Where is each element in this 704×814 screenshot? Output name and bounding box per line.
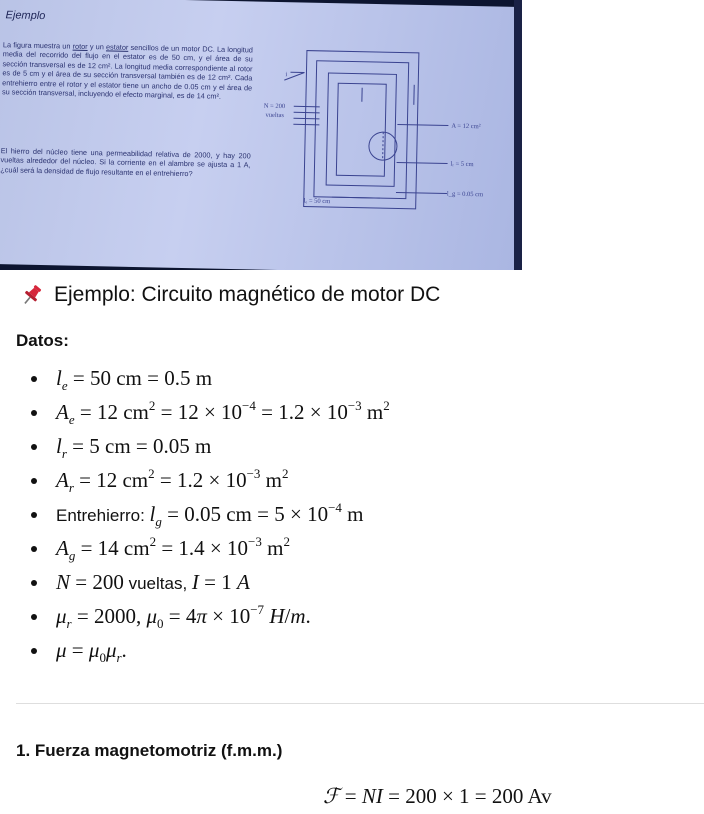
textbook-photo [0,0,522,270]
fig-label-lg: l_g = 0.05 cm [446,190,484,199]
section-title-fmm: 1. Fuerza magnetomotriz (f.m.m.) [16,741,283,760]
photo-page-title: Ejemplo [5,9,46,23]
section-divider [16,703,704,704]
photo-paragraph-2: El hierro del núcleo tiene una permeabilidad relativa de 2000, y hay 200 vueltas alrededor del núcleo. Si la corriente en el alambre se ajusta a 1 A, ¿cuál será la densidad de flujo resultante en el entrehierro? [0,146,251,179]
fig-label-current: i [285,71,288,79]
page-heading [20,283,440,307]
fig-label-turns: N = 200 [263,102,286,111]
photo-edge [514,0,522,270]
pushpin-icon [20,283,44,307]
motor-diagram [261,42,510,227]
photo-paragraph-1: La figura muestra un rotor y un estator sencillos de un motor DC. La longitud media del recorrido del flujo en el estator es de 50 cm, y el área de su sección transversal es de 12 cm². La longitud media correspondiente al rotor es de 5 cm y el área de su sección transversal también es de 12 cm². Cada entrehierro entre el rotor y el estator tiene un ancho de 0.05 cm y el área de su sección transversal, incluyendo el efecto marginal, es de 14 cm². [1,40,254,101]
datos-label: Datos: [16,331,69,350]
heading-text: Ejemplo: Circuito magnético de motor DC [54,283,441,306]
fig-label-area: A = 12 cm² [451,122,481,131]
fig-label-le: lₑ = 50 cm [303,197,331,206]
formula-fmm: ℱ = NI = 200 × 1 = 200 Av [323,784,552,808]
fig-label-turns-unit: vueltas [265,111,285,120]
textbook-page [0,0,520,270]
fig-label-lr: lᵣ = 5 cm [450,160,474,169]
